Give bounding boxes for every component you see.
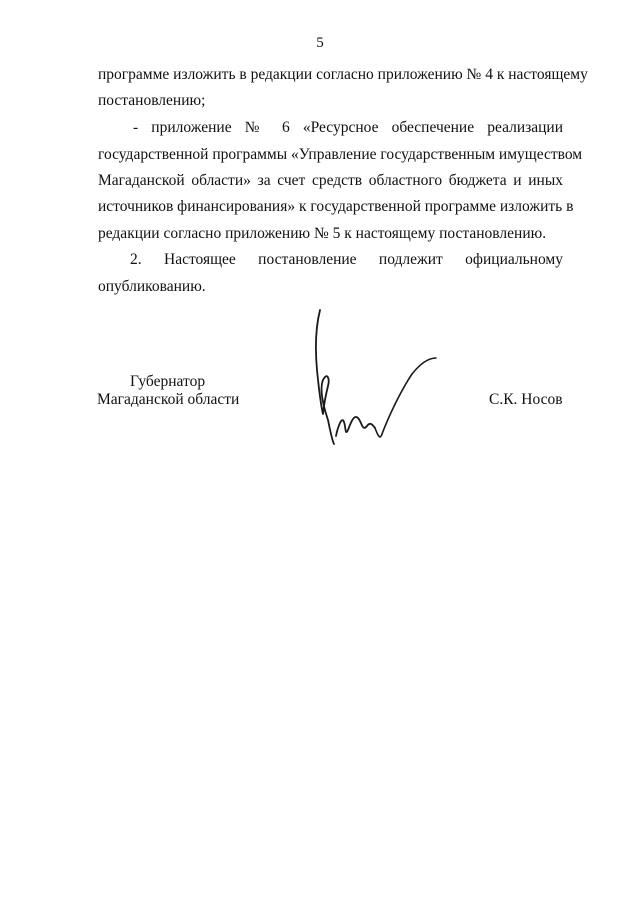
signature-title-line2: Магаданской области bbox=[97, 391, 240, 408]
body-line: редакции согласно приложению № 5 к настоящему постановлению. bbox=[98, 225, 547, 242]
page-number: 5 bbox=[316, 35, 324, 51]
body-line: 2. Настоящее постановление подлежит официальному bbox=[130, 251, 563, 268]
handwritten-signature bbox=[312, 308, 442, 450]
body-line: государственной программы «Управление государственным имуществом bbox=[98, 146, 583, 163]
body-line: источников финансирования» к государственной программе изложить в bbox=[98, 198, 574, 215]
signatory-name: С.К. Носов bbox=[489, 391, 563, 408]
body-line: опубликованию. bbox=[98, 278, 206, 295]
body-line: программе изложить в редакции согласно приложению № 4 к настоящему bbox=[98, 66, 588, 83]
signature-title-line1: Губернатор bbox=[130, 373, 206, 390]
body-line: постановлению; bbox=[98, 92, 206, 109]
body-line: - приложение № 6 «Ресурсное обеспечение реализации bbox=[133, 119, 563, 136]
body-line: Магаданской области» за счет средств областного бюджета и иных bbox=[98, 172, 563, 189]
